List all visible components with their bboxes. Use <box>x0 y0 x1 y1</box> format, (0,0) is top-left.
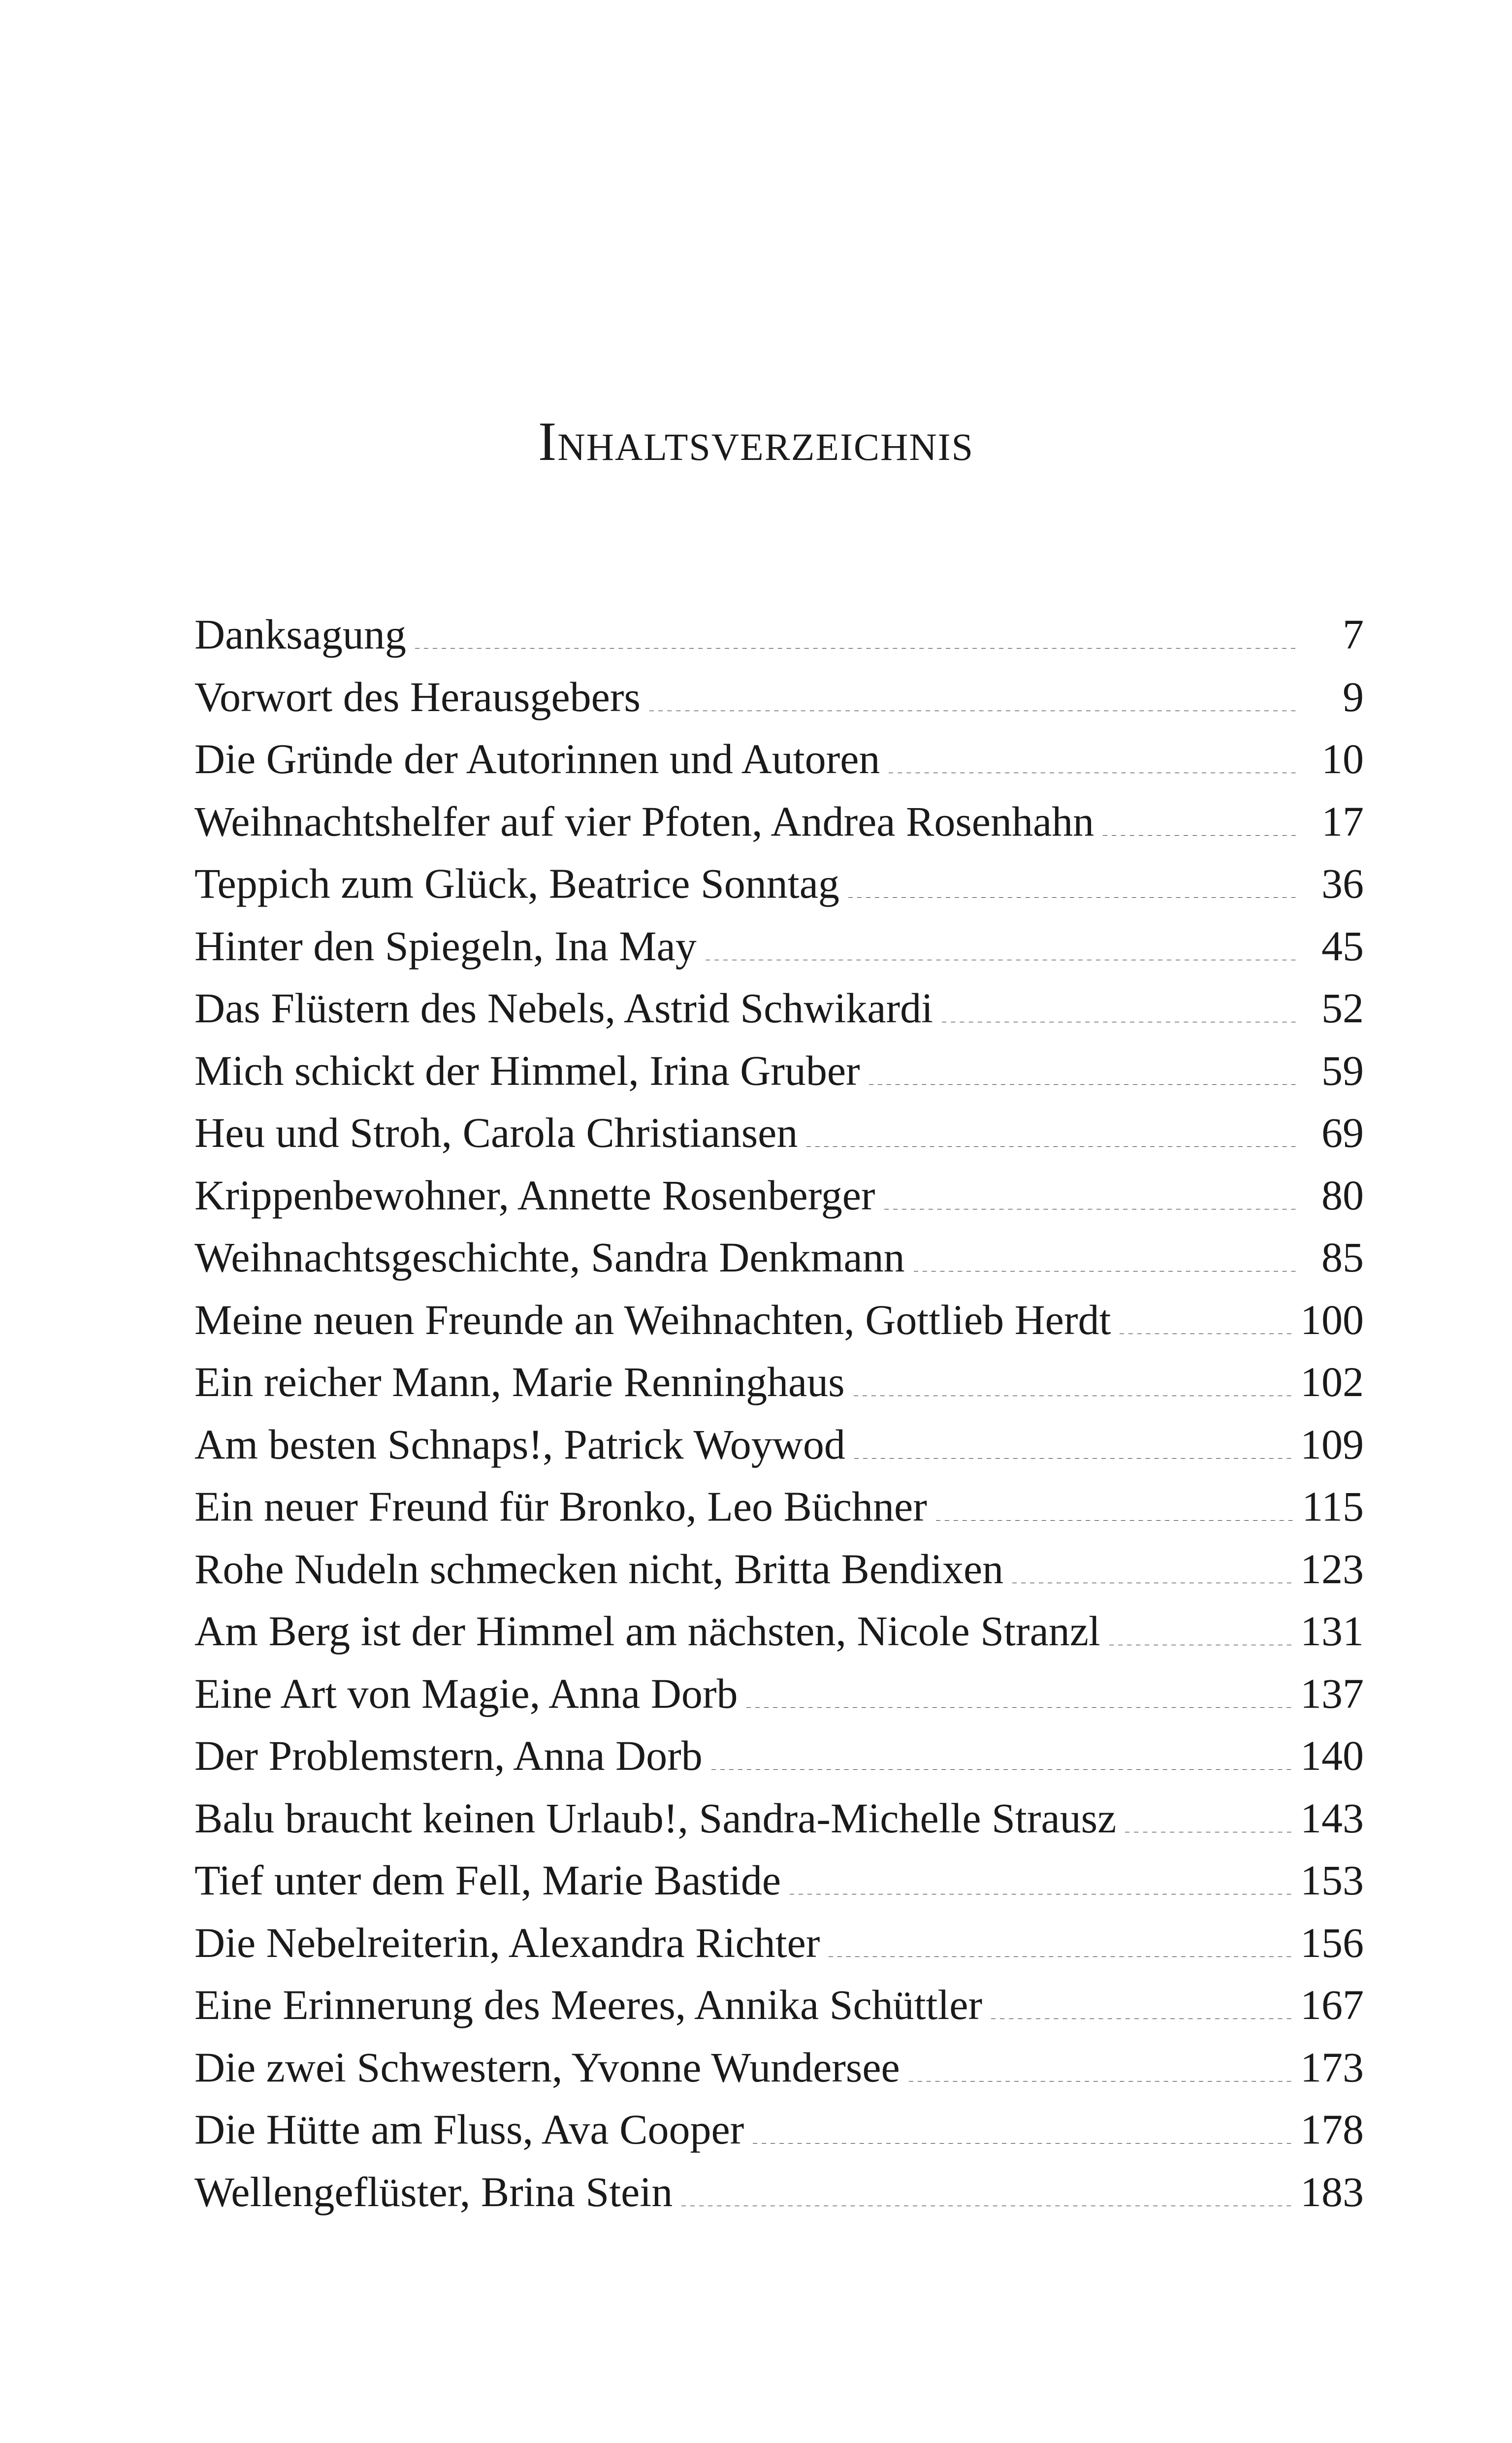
toc-entry-page-number: 156 <box>1300 1919 1364 1966</box>
toc-entry <box>194 728 1364 790</box>
toc-entry <box>194 603 1364 666</box>
toc-entry-title: Weihnachtsgeschichte, Sandra Denkmann <box>194 1234 905 1281</box>
toc-entry-page-number: 115 <box>1302 1483 1364 1530</box>
toc-entry-page-number: 80 <box>1321 1171 1364 1219</box>
toc-entry-title: Heu und Stroh, Carola Christiansen <box>194 1109 798 1156</box>
toc-entry <box>194 1787 1364 1850</box>
toc-entry-page-number: 102 <box>1300 1358 1364 1405</box>
toc-entry-page-number: 36 <box>1321 860 1364 907</box>
toc-entry-page-number: 10 <box>1321 735 1364 782</box>
toc-entry-title: Danksagung <box>194 611 406 658</box>
toc-entry-title: Teppich zum Glück, Beatrice Sonntag <box>194 860 839 907</box>
toc-entry <box>194 1600 1364 1662</box>
toc-entry <box>194 915 1364 977</box>
toc-entry-title: Vorwort des Herausgebers <box>194 673 641 720</box>
toc-entry-page-number: 85 <box>1321 1234 1364 1281</box>
toc-entry <box>194 852 1364 915</box>
toc-entry <box>194 2161 1364 2223</box>
toc-entry <box>194 1102 1364 1164</box>
toc-entry-title: Ein reicher Mann, Marie Renninghaus <box>194 1358 845 1405</box>
toc-entry-page-number: 183 <box>1300 2168 1364 2215</box>
toc-entry-page-number: 69 <box>1321 1109 1364 1156</box>
toc-entry-title: Die Nebelreiterin, Alexandra Richter <box>194 1919 820 1966</box>
toc-entry <box>194 1662 1364 1725</box>
toc-entry <box>194 2098 1364 2161</box>
toc-entry <box>194 1164 1364 1227</box>
toc-entry <box>194 1725 1364 1787</box>
toc-entry <box>194 790 1364 853</box>
toc-entry-title: Am besten Schnaps!, Patrick Woywod <box>194 1420 845 1468</box>
dot-leader <box>806 1146 1296 1147</box>
dot-leader <box>753 2143 1291 2144</box>
toc-entry-page-number: 167 <box>1300 1981 1364 2028</box>
toc-entry-title: Ein neuer Freund für Bronko, Leo Büchner <box>194 1483 927 1530</box>
dot-leader <box>869 1084 1296 1085</box>
toc-entry <box>194 977 1364 1040</box>
toc-entry <box>194 1413 1364 1476</box>
dot-leader <box>909 2081 1291 2082</box>
page-title: Inhaltsverzeichnis <box>538 411 974 472</box>
toc-entry-page-number: 9 <box>1343 673 1364 720</box>
dot-leader <box>829 1956 1291 1957</box>
toc-entry <box>194 1040 1364 1102</box>
dot-leader <box>746 1707 1291 1708</box>
toc-entry-title: Eine Art von Magie, Anna Dorb <box>194 1669 738 1717</box>
toc-entry-title: Tief unter dem Fell, Marie Bastide <box>194 1857 781 1904</box>
toc-entry-page-number: 178 <box>1300 2106 1364 2153</box>
toc-entry-title: Der Problemstern, Anna Dorb <box>194 1732 703 1779</box>
toc-entry <box>194 1226 1364 1289</box>
toc-entry <box>194 1289 1364 1351</box>
toc-entry <box>194 1475 1364 1538</box>
toc-entry-page-number: 52 <box>1321 984 1364 1032</box>
toc-entry <box>194 1351 1364 1413</box>
toc-entry-title: Eine Erinnerung des Meeres, Annika Schüttler <box>194 1981 983 2028</box>
toc-entry-page-number: 123 <box>1300 1545 1364 1593</box>
toc-entry-title: Krippenbewohner, Annette Rosenberger <box>194 1171 875 1219</box>
toc-entry-page-number: 109 <box>1300 1420 1364 1468</box>
toc-entry-title: Balu braucht keinen Urlaub!, Sandra-Michelle Strausz <box>194 1794 1117 1842</box>
toc-entry-title: Die Gründe der Autorinnen und Autoren <box>194 735 880 782</box>
toc-entry-page-number: 17 <box>1321 797 1364 845</box>
toc-entry-title: Weihnachtshelfer auf vier Pfoten, Andrea Rosenhahn <box>194 797 1094 845</box>
toc-entry <box>194 1912 1364 1974</box>
dot-leader <box>848 897 1296 898</box>
toc-entry-page-number: 45 <box>1321 922 1364 970</box>
toc-entry-page-number: 100 <box>1300 1296 1364 1343</box>
toc-entry-page-number: 7 <box>1343 611 1364 658</box>
toc-entry <box>194 1974 1364 2036</box>
toc-entry-title: Mich schickt der Himmel, Irina Gruber <box>194 1046 860 1094</box>
toc-entry-page-number: 153 <box>1300 1857 1364 1904</box>
toc-entry <box>194 1849 1364 1912</box>
dot-leader <box>854 1458 1291 1459</box>
toc-entry-title: Hinter den Spiegeln, Ina May <box>194 922 697 970</box>
toc-entry <box>194 2036 1364 2099</box>
toc-entry-title: Das Flüstern des Nebels, Astrid Schwikardi <box>194 984 933 1032</box>
toc-entry <box>194 666 1364 728</box>
toc-entry-page-number: 131 <box>1300 1607 1364 1655</box>
toc-entry-title: Meine neuen Freunde an Weihnachten, Gottlieb Herdt <box>194 1296 1111 1343</box>
toc-entry-page-number: 173 <box>1300 2043 1364 2091</box>
table-of-contents <box>194 603 1364 2223</box>
toc-entry-title: Wellengeflüster, Brina Stein <box>194 2168 673 2215</box>
toc-entry-page-number: 137 <box>1300 1669 1364 1717</box>
toc-entry-page-number: 59 <box>1321 1046 1364 1094</box>
dot-leader <box>1103 835 1296 836</box>
toc-entry <box>194 1538 1364 1600</box>
dot-leader <box>415 648 1296 649</box>
toc-entry-title: Die Hütte am Fluss, Ava Cooper <box>194 2106 744 2153</box>
dot-leader <box>936 1520 1293 1521</box>
toc-entry-page-number: 143 <box>1300 1794 1364 1842</box>
toc-entry-page-number: 140 <box>1300 1732 1364 1779</box>
toc-entry-title: Rohe Nudeln schmecken nicht, Britta Bendixen <box>194 1545 1004 1593</box>
toc-entry-title: Am Berg ist der Himmel am nächsten, Nicole Stranzl <box>194 1607 1100 1655</box>
toc-entry-title: Die zwei Schwestern, Yvonne Wundersee <box>194 2043 900 2091</box>
dot-leader <box>711 1769 1291 1770</box>
